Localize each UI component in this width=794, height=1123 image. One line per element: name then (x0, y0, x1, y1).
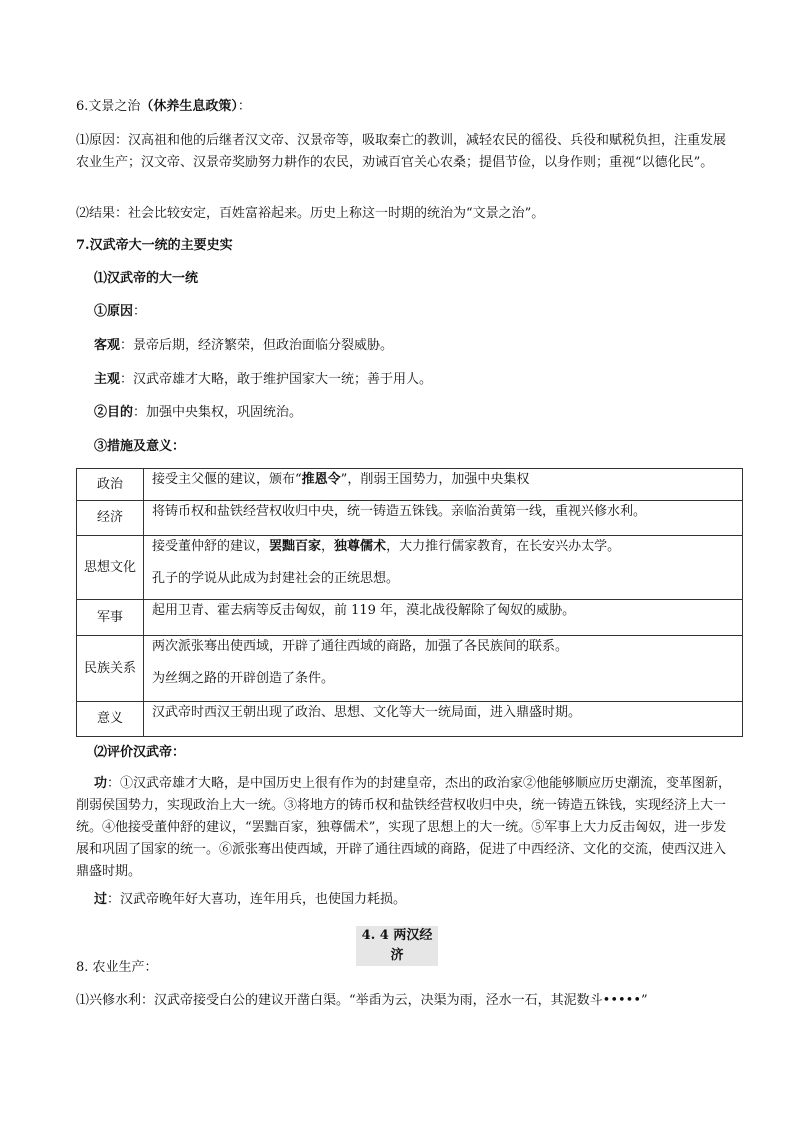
politics-text-pre: 接受主父偃的建议，颁布“ (152, 472, 302, 487)
section-6-title-bold: （休养生息政策） (140, 99, 238, 114)
table-row (77, 469, 743, 501)
section-8-heading: 8. 农业生产： (76, 960, 158, 975)
row-category: 意义 (77, 702, 144, 737)
row-description (144, 702, 743, 737)
measures-table (76, 468, 743, 737)
culture-text-line2: 孔子的学说从此成为封建社会的正统思想。 (152, 571, 400, 586)
culture-text-mid: ， (321, 539, 335, 554)
chapter-heading: 4. 4 两汉经济 (356, 926, 438, 966)
objective-text: ：景帝后期，经济繁荣，但政治面临分裂威胁。 (120, 338, 394, 353)
politics-text-post: ”，削弱王国势力，加强中央集权 (340, 472, 530, 487)
row-description (144, 536, 743, 600)
table-row (77, 702, 743, 737)
faults-text: ：汉武帝晚年好大喜功，连年用兵，也使国力耗损。 (107, 892, 407, 907)
meaning-text: 汉武帝时西汉王朝出现了政治、思想、文化等大一统局面，进入鼎盛时期。 (152, 705, 582, 720)
row-category: 思想文化 (77, 536, 144, 600)
table-row (77, 636, 743, 702)
culture-text-bold1: 罢黜百家 (269, 539, 322, 554)
table-row (77, 536, 743, 600)
section-6-reason: ⑴原因：汉高祖和他的后继者汉文帝、汉景帝等，吸取秦亡的教训，减轻农民的徭役、兵役和赋税负担，注重发展农业生产；汉文帝、汉景帝奖励努力耕作的农民，劝诫百官关心农桑；提倡节俭，以身作则；重视“以德化民”。 (76, 133, 727, 170)
merits-label: 功 (94, 776, 108, 791)
row-category: 经济 (77, 501, 144, 536)
table-row (77, 600, 743, 636)
cause-heading (94, 301, 754, 323)
objective-cause (94, 335, 754, 357)
section-6-title-end: ： (237, 99, 251, 114)
politics-text-bold: 推恩令 (301, 472, 341, 487)
row-description (144, 600, 743, 636)
table-row (77, 501, 743, 536)
merits-text: ：①汉武帝雄才大略，是中国历史上很有作为的封建皇帝，杰出的政治家②他能够顺应历史潮流，变革图新，削弱侯国势力，实现政治上大一统。③将地方的铸币权和盐铁经营权收归中央，统一铸造五铢钱，实现经济上大一统。④他接受董仲舒的建议，“罢黜百家，独尊儒术”，实现了思想上的大一统。⑤军事上大力反击匈奴，进一步发展和巩固了国家的统一。⑥派张骞出使西域，开辟了通往西域的商路，促进了中西经济、文化的交流，使西汉进入鼎盛时期。 (76, 776, 732, 879)
section-6-heading (76, 96, 736, 118)
cause-colon: ： (133, 304, 147, 319)
ethnic-text-line2: 为丝绸之路的开辟创造了条件。 (152, 671, 335, 686)
purpose (94, 402, 754, 424)
merits-paragraph (76, 773, 736, 883)
culture-text-pre: 接受董仲舒的建议， (152, 539, 270, 554)
row-description (144, 636, 743, 702)
subsection-1-heading: ⑴汉武帝的大一统 (94, 271, 199, 286)
faults-label: 过 (94, 892, 108, 907)
culture-text-post: ，大力推行儒家教育，在长安兴办太学。 (386, 539, 621, 554)
military-text: 起用卫青、霍去病等反击匈奴，前 119 年，漠北战役解除了匈奴的威胁。 (152, 603, 576, 618)
purpose-text: ：加强中央集权，巩固统治。 (133, 405, 303, 420)
faults-paragraph (94, 889, 754, 911)
row-description (144, 501, 743, 536)
ethnic-text-line1: 两次派张骞出使西域，开辟了通往西域的商路，加强了各民族间的联系。 (152, 639, 569, 654)
evaluation-heading: ⑵评价汉武帝： (94, 745, 186, 760)
cause-label: ①原因 (94, 304, 134, 319)
purpose-label: ②目的 (94, 405, 134, 420)
subjective-label: 主观 (94, 372, 121, 387)
section-7-heading: 7.汉武帝大一统的主要史实 (76, 238, 233, 253)
section-6-title: 6.文景之治 (76, 99, 141, 114)
irrigation-line: ⑴兴修水利：汉武帝接受白公的建议开凿白渠。“举臿为云，决渠为雨，泾水一石，其泥数斗•••••” (76, 993, 648, 1008)
subjective-text: ：汉武帝雄才大略，敢于维护国家大一统；善于用人。 (120, 372, 433, 387)
measures-heading: ③措施及意义： (94, 439, 186, 454)
culture-text-bold2: 独尊儒术 (334, 539, 387, 554)
row-category: 民族关系 (77, 636, 144, 702)
objective-label: 客观 (94, 338, 121, 353)
subjective-cause (94, 369, 754, 391)
row-category: 政治 (77, 469, 144, 501)
section-6-result: ⑵结果：社会比较安定，百姓富裕起来。历史上称这一时期的统治为“文景之治”。 (76, 206, 545, 221)
economy-text: 将铸币权和盐铁经营权收归中央，统一铸造五铢钱。亲临治黄第一线，重视兴修水利。 (152, 504, 647, 519)
row-description (144, 469, 743, 501)
row-category: 军事 (77, 600, 144, 636)
